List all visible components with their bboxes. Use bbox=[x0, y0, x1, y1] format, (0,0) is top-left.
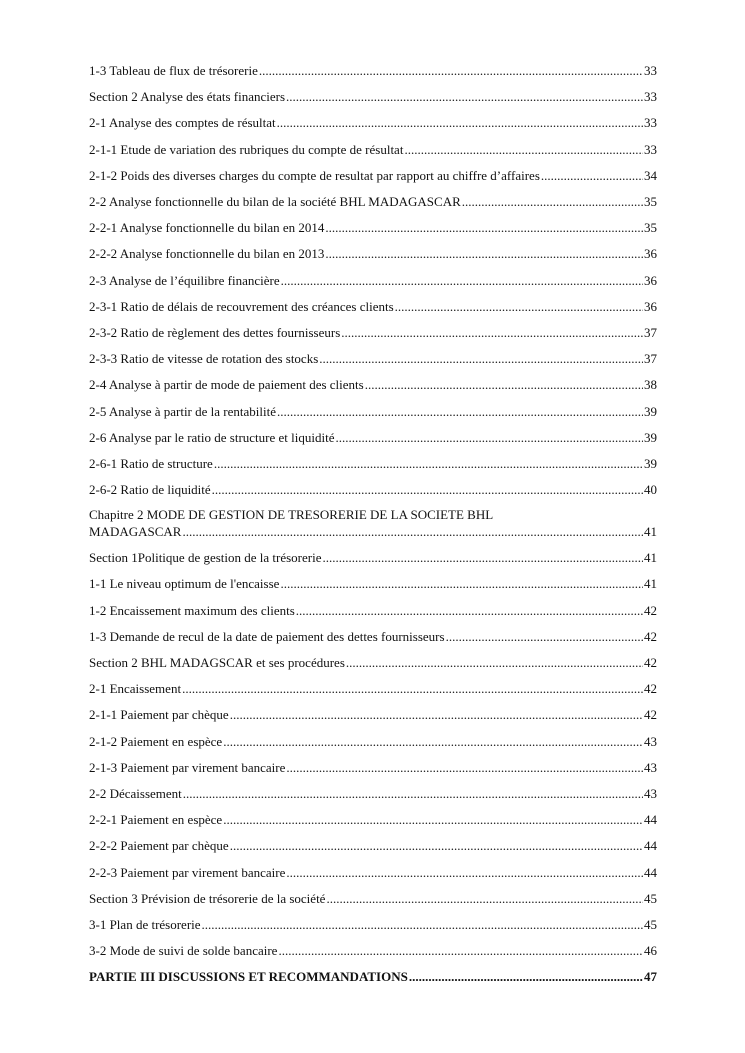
toc-entry[interactable] bbox=[89, 702, 657, 728]
toc-leader-dots bbox=[281, 273, 643, 289]
toc-page-number: 44 bbox=[644, 838, 657, 854]
toc-entry[interactable] bbox=[89, 912, 657, 938]
toc-leader-dots bbox=[280, 576, 643, 592]
toc-entry-label: 2-3-1 Ratio de délais de recouvrement des créances clients bbox=[89, 298, 394, 314]
toc-entry[interactable] bbox=[89, 729, 657, 755]
toc-leader-dots bbox=[182, 681, 643, 697]
toc-entry-label: 2-3 Analyse de l’équilibre financière bbox=[89, 272, 280, 288]
toc-leader-dots bbox=[409, 969, 643, 985]
toc-entry[interactable] bbox=[89, 545, 657, 571]
toc-entry-label: 3-1 Plan de trésorerie bbox=[89, 916, 201, 932]
toc-entry-label: 2-1-3 Paiement par virement bancaire bbox=[89, 759, 286, 775]
toc-entry-label: 3-2 Mode de suivi de solde bancaire bbox=[89, 943, 278, 959]
toc-entry-label: 2-1-2 Paiement en espèce bbox=[89, 733, 223, 749]
toc-entry[interactable] bbox=[89, 598, 657, 624]
toc-page-number: 33 bbox=[644, 63, 657, 79]
toc-entry[interactable] bbox=[89, 859, 657, 885]
toc-page-number: 36 bbox=[644, 298, 657, 314]
toc-entry-label: Section 2 Analyse des états financiers bbox=[89, 89, 286, 105]
toc-entry[interactable] bbox=[89, 676, 657, 702]
toc-leader-dots bbox=[286, 760, 643, 776]
toc-entry[interactable] bbox=[89, 215, 657, 241]
toc-leader-dots bbox=[446, 629, 643, 645]
toc-entry-label: 2-2-1 Analyse fonctionnelle du bilan en 2014 bbox=[89, 220, 325, 236]
toc-entry-label: 2-6 Analyse par le ratio de structure et liquidité bbox=[89, 429, 335, 445]
table-of-contents bbox=[89, 58, 657, 990]
toc-leader-dots bbox=[214, 456, 643, 472]
toc-leader-dots bbox=[395, 299, 643, 315]
toc-part-entry[interactable] bbox=[89, 964, 657, 990]
toc-page-number: 44 bbox=[644, 812, 657, 828]
toc-leader-dots bbox=[335, 430, 643, 446]
toc-page-number: 47 bbox=[644, 969, 657, 985]
toc-page-number: 45 bbox=[644, 916, 657, 932]
toc-leader-dots bbox=[277, 404, 643, 420]
toc-part-label: PARTIE III DISCUSSIONS ET RECOMMANDATIONS bbox=[89, 969, 408, 985]
toc-leader-dots bbox=[230, 838, 643, 854]
toc-page-number: 39 bbox=[644, 403, 657, 419]
toc-leader-dots bbox=[286, 865, 643, 881]
toc-page-number: 34 bbox=[644, 167, 657, 183]
toc-entry-label: 2-4 Analyse à partir de mode de paiement des clients bbox=[89, 377, 364, 393]
toc-page-number: 42 bbox=[644, 655, 657, 671]
toc-page-number: 37 bbox=[644, 324, 657, 340]
toc-entry[interactable] bbox=[89, 189, 657, 215]
toc-page-number: 41 bbox=[644, 524, 657, 540]
toc-entry[interactable] bbox=[89, 84, 657, 110]
toc-leader-dots bbox=[346, 655, 643, 671]
toc-entry-label: 2-1 Analyse des comptes de résultat bbox=[89, 115, 276, 131]
toc-entry-label: 2-6-1 Ratio de structure bbox=[89, 455, 213, 471]
toc-entry[interactable] bbox=[89, 110, 657, 136]
toc-entry[interactable] bbox=[89, 938, 657, 964]
toc-leader-dots bbox=[259, 63, 643, 79]
toc-leader-dots bbox=[462, 194, 643, 210]
toc-page-number: 46 bbox=[644, 943, 657, 959]
toc-entry-label: 2-2 Analyse fonctionnelle du bilan de la société BHL MADAGASCAR bbox=[89, 194, 461, 210]
toc-entry[interactable] bbox=[89, 346, 657, 372]
toc-entry[interactable] bbox=[89, 58, 657, 84]
toc-page-number: 35 bbox=[644, 194, 657, 210]
toc-page-number: 36 bbox=[644, 246, 657, 262]
toc-entry-label: 2-5 Analyse à partir de la rentabilité bbox=[89, 403, 276, 419]
toc-chapter-title-line1: Chapitre 2 MODE DE GESTION DE TRESORERIE DE LA SOCIETE BHL bbox=[89, 507, 494, 523]
toc-page-number: 43 bbox=[644, 785, 657, 801]
toc-entry[interactable] bbox=[89, 163, 657, 189]
toc-page-number: 33 bbox=[644, 115, 657, 131]
toc-page-number: 41 bbox=[644, 550, 657, 566]
toc-entry-label: 2-2-1 Paiement en espèce bbox=[89, 812, 223, 828]
toc-entry-label: Section 1Politique de gestion de la trésorerie bbox=[89, 550, 322, 566]
toc-leader-dots bbox=[277, 115, 643, 131]
toc-chapter-title-line2: MADAGASCAR bbox=[89, 524, 182, 540]
toc-leader-dots bbox=[230, 707, 643, 723]
toc-page-number: 33 bbox=[644, 141, 657, 157]
toc-page-number: 42 bbox=[644, 707, 657, 723]
toc-leader-dots bbox=[323, 550, 644, 566]
toc-page-number: 39 bbox=[644, 455, 657, 471]
toc-page-number: 43 bbox=[644, 733, 657, 749]
toc-entry[interactable] bbox=[89, 833, 657, 859]
toc-entry[interactable] bbox=[89, 241, 657, 267]
toc-entry-label: 1-1 Le niveau optimum de l'encaisse bbox=[89, 576, 280, 592]
toc-entry[interactable] bbox=[89, 624, 657, 650]
toc-chapter-entry[interactable] bbox=[89, 503, 657, 545]
toc-entry-label: 2-3-2 Ratio de règlement des dettes fournisseurs bbox=[89, 324, 341, 340]
toc-page-number: 43 bbox=[644, 759, 657, 775]
toc-entry-label: 2-2-2 Paiement par chèque bbox=[89, 838, 229, 854]
toc-entry-label: 2-1-1 Paiement par chèque bbox=[89, 707, 229, 723]
toc-leader-dots bbox=[296, 603, 643, 619]
toc-page-number: 41 bbox=[644, 576, 657, 592]
toc-leader-dots bbox=[212, 482, 643, 498]
toc-entry-label: Section 3 Prévision de trésorerie de la société bbox=[89, 890, 326, 906]
toc-entry[interactable] bbox=[89, 320, 657, 346]
toc-page-number: 35 bbox=[644, 220, 657, 236]
toc-entry[interactable] bbox=[89, 137, 657, 163]
toc-entry-label: 2-1 Encaissement bbox=[89, 681, 182, 697]
toc-page-number: 38 bbox=[644, 377, 657, 393]
toc-page-number: 45 bbox=[644, 890, 657, 906]
toc-leader-dots bbox=[404, 142, 643, 158]
toc-leader-dots bbox=[223, 812, 643, 828]
toc-page-number: 42 bbox=[644, 681, 657, 697]
toc-leader-dots bbox=[183, 786, 643, 802]
toc-entry[interactable] bbox=[89, 886, 657, 912]
toc-page-number: 40 bbox=[644, 482, 657, 498]
toc-leader-dots bbox=[541, 168, 643, 184]
toc-entry[interactable] bbox=[89, 372, 657, 398]
toc-entry[interactable] bbox=[89, 294, 657, 320]
toc-entry-label: 2-2-2 Analyse fonctionnelle du bilan en 2013 bbox=[89, 246, 325, 262]
toc-entry[interactable] bbox=[89, 807, 657, 833]
toc-entry[interactable] bbox=[89, 268, 657, 294]
toc-entry[interactable] bbox=[89, 571, 657, 597]
toc-entry[interactable] bbox=[89, 477, 657, 503]
toc-page-number: 44 bbox=[644, 864, 657, 880]
toc-entry-label: 1-3 Demande de recul de la date de paiement des dettes fournisseurs bbox=[89, 628, 445, 644]
toc-entry-label: 1-2 Encaissement maximum des clients bbox=[89, 602, 295, 618]
toc-entry[interactable] bbox=[89, 781, 657, 807]
toc-leader-dots bbox=[326, 891, 643, 907]
toc-entry[interactable] bbox=[89, 650, 657, 676]
toc-leader-dots bbox=[341, 325, 643, 341]
toc-leader-dots bbox=[365, 377, 643, 393]
toc-page-number: 37 bbox=[644, 351, 657, 367]
toc-leader-dots bbox=[319, 351, 643, 367]
toc-page-number: 42 bbox=[644, 602, 657, 618]
toc-leader-dots bbox=[278, 943, 643, 959]
toc-entry-label: 2-3-3 Ratio de vitesse de rotation des stocks bbox=[89, 351, 319, 367]
toc-entry-label: 2-2-3 Paiement par virement bancaire bbox=[89, 864, 286, 880]
toc-entry-label: 2-6-2 Ratio de liquidité bbox=[89, 482, 211, 498]
toc-entry[interactable] bbox=[89, 425, 657, 451]
toc-entry[interactable] bbox=[89, 451, 657, 477]
toc-entry-label: 2-1-1 Etude de variation des rubriques du compte de résultat bbox=[89, 141, 404, 157]
toc-entry-label: 1-3 Tableau de flux de trésorerie bbox=[89, 63, 258, 79]
toc-page-number: 42 bbox=[644, 628, 657, 644]
toc-leader-dots bbox=[202, 917, 643, 933]
toc-entry-label: Section 2 BHL MADAGSCAR et ses procédures bbox=[89, 655, 345, 671]
toc-leader-dots bbox=[286, 89, 643, 105]
toc-leader-dots bbox=[325, 220, 643, 236]
toc-leader-dots bbox=[182, 523, 643, 541]
toc-leader-dots bbox=[325, 246, 643, 262]
toc-entry[interactable] bbox=[89, 755, 657, 781]
toc-page-number: 39 bbox=[644, 429, 657, 445]
toc-entry[interactable] bbox=[89, 398, 657, 424]
toc-page-number: 33 bbox=[644, 89, 657, 105]
toc-page-number: 36 bbox=[644, 272, 657, 288]
toc-entry-label: 2-1-2 Poids des diverses charges du compte de resultat par rapport au chiffre d’affaires bbox=[89, 167, 540, 183]
toc-leader-dots bbox=[223, 734, 643, 750]
toc-entry-label: 2-2 Décaissement bbox=[89, 785, 182, 801]
